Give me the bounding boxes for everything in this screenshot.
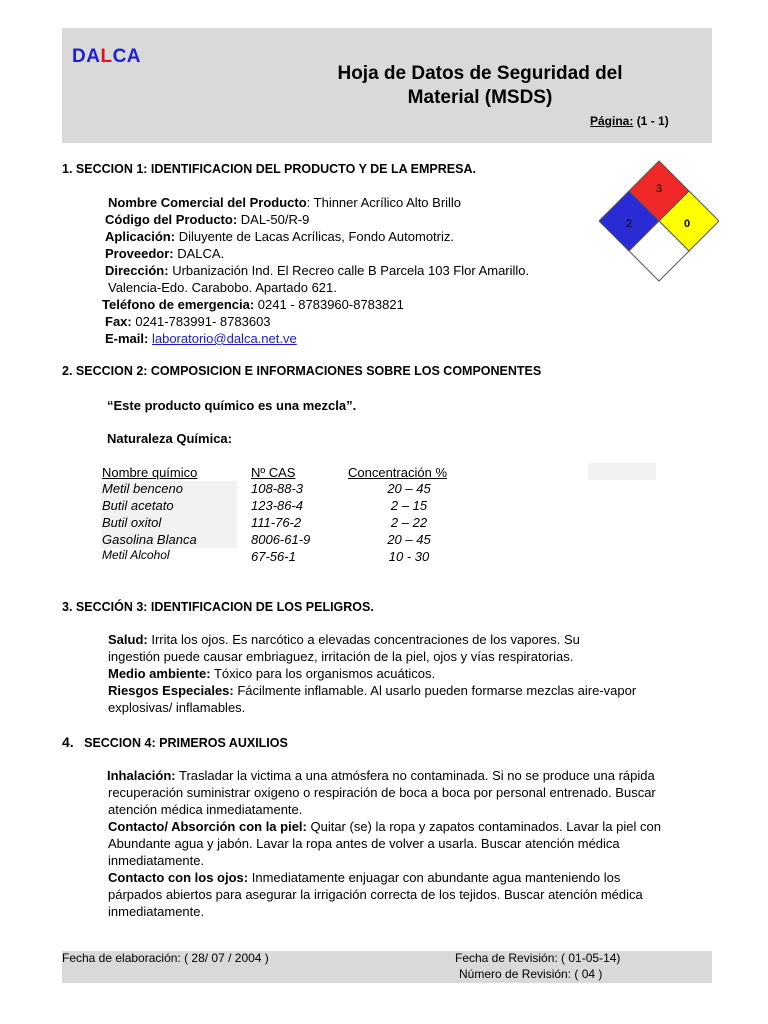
environment-hazard: Medio ambiente: Tóxico para los organismos acuáticos.	[108, 666, 436, 681]
section2-heading: 2. SECCION 2: COMPOSICION E INFORMACIONES SOBRE LOS COMPONENTES	[62, 364, 542, 378]
eye-contact-line3: inmediatamente.	[108, 904, 205, 919]
revision-number: Número de Revisión: ( 04 )	[459, 967, 603, 981]
column-chemical-name: Nombre químico	[102, 465, 198, 480]
row-name: Metil Alcohol	[102, 548, 170, 562]
nfpa-diamond	[599, 158, 719, 288]
revision-date: Fecha de Revisión: ( 01-05-14)	[455, 951, 621, 965]
column-concentration: Concentración %	[348, 465, 447, 480]
address: Dirección: Urbanización Ind. El Recreo calle B Parcela 103 Flor Amarillo.	[105, 263, 530, 278]
row-cas: 108-88-3	[251, 481, 304, 496]
supplier: Proveedor: DALCA.	[105, 246, 225, 261]
skin-contact-line3: inmediatamente.	[108, 853, 205, 868]
skin-contact-line2: Abundante agua y jabón. Lavar la ropa antes de volver a usarla. Buscar atención médica	[108, 836, 620, 851]
product-code: Código del Producto: DAL-50/R-9	[105, 212, 310, 227]
nfpa-fire-value: 3	[655, 183, 663, 195]
inhalation: Inhalación: Trasladar la victima a una atmósfera no contaminada. Si no se produce una rápida	[107, 768, 655, 783]
company-logo: DALCA	[72, 46, 142, 67]
eye-contact-line2: párpados abiertos para asegurar la irrigación correcta de los tejidos. Buscar atención médica	[108, 887, 643, 902]
product-application: Aplicación: Diluyente de Lacas Acrílicas, Fondo Automotriz.	[105, 229, 454, 244]
row-concentration: 10 - 30	[388, 549, 430, 564]
section1-heading: 1. SECCION 1: IDENTIFICACION DEL PRODUCTO Y DE LA EMPRESA.	[62, 162, 476, 176]
nfpa-reactivity-value: 0	[683, 218, 691, 230]
health-hazard: Salud: Irrita los ojos. Es narcótico a elevadas concentraciones de los vapores. Su	[108, 632, 580, 647]
email-link[interactable]: laboratorio@dalca.net.ve	[151, 331, 297, 346]
document-title: Hoja de Datos de Seguridad del Material (MSDS)	[337, 63, 623, 108]
special-risks-line2: explosivas/ inflamables.	[108, 700, 246, 715]
row-name: Butil acetato	[102, 498, 174, 513]
inhalation-line2: recuperación suministrar oxigeno o respiración de boca a boca por personal entrenado. Buscar	[108, 785, 656, 800]
fax: Fax: 0241-783991- 8783603	[105, 314, 271, 329]
row-name: Butil oxitol	[102, 515, 162, 530]
row-cas: 123-86-4	[251, 498, 304, 513]
health-hazard-line2: ingestión puede causar embriaguez, irritación de la piel, ojos y vías respiratorias.	[108, 649, 574, 664]
emergency-phone: Teléfono de emergencia: 0241 - 8783960-8783821	[102, 297, 404, 312]
column-cas: Nº CAS	[251, 465, 296, 480]
section4-heading: 4. SECCION 4: PRIMEROS AUXILIOS	[62, 734, 288, 750]
row-concentration: 2 – 15	[390, 498, 428, 513]
elaboration-date: Fecha de elaboración: ( 28/ 07 / 2004 )	[62, 951, 269, 965]
mixture-statement: “Este producto químico es una mezcla”.	[107, 398, 357, 413]
eye-contact: Contacto con los ojos: Inmediatamente enjuagar con abundante agua manteniendo los	[108, 870, 621, 885]
inhalation-line3: atención médica inmediatamente.	[108, 802, 303, 817]
chemical-nature-label: Naturaleza Química:	[107, 431, 232, 446]
page-indicator: Página: (1 - 1)	[590, 114, 669, 128]
row-cas: 8006-61-9	[251, 532, 311, 547]
email: E-mail: laboratorio@dalca.net.ve	[105, 331, 297, 346]
shaded-cell	[588, 463, 656, 480]
row-cas: 67-56-1	[251, 549, 296, 564]
row-concentration: 20 – 45	[387, 532, 431, 547]
row-cas: 111-76-2	[251, 515, 302, 530]
section3-heading: 3. SECCIÓN 3: IDENTIFICACION DE LOS PELIGROS.	[62, 600, 374, 614]
row-name: Metil benceno	[102, 481, 183, 496]
address-line2: Valencia-Edo. Carabobo. Apartado 621.	[108, 280, 337, 295]
special-risks: Riesgos Especiales: Fácilmente inflamable. Al usarlo pueden formarse mezclas aire-vapor	[108, 683, 637, 698]
product-name: Nombre Comercial del Producto: Thinner Acrílico Alto Brillo	[108, 195, 462, 210]
row-concentration: 2 – 22	[390, 515, 428, 530]
nfpa-health-value: 2	[625, 218, 633, 230]
row-name: Gasolina Blanca	[102, 532, 197, 547]
skin-contact: Contacto/ Absorción con la piel: Quitar (se) la ropa y zapatos contaminados. Lavar la piel con	[108, 819, 661, 834]
row-concentration: 20 – 45	[387, 481, 431, 496]
